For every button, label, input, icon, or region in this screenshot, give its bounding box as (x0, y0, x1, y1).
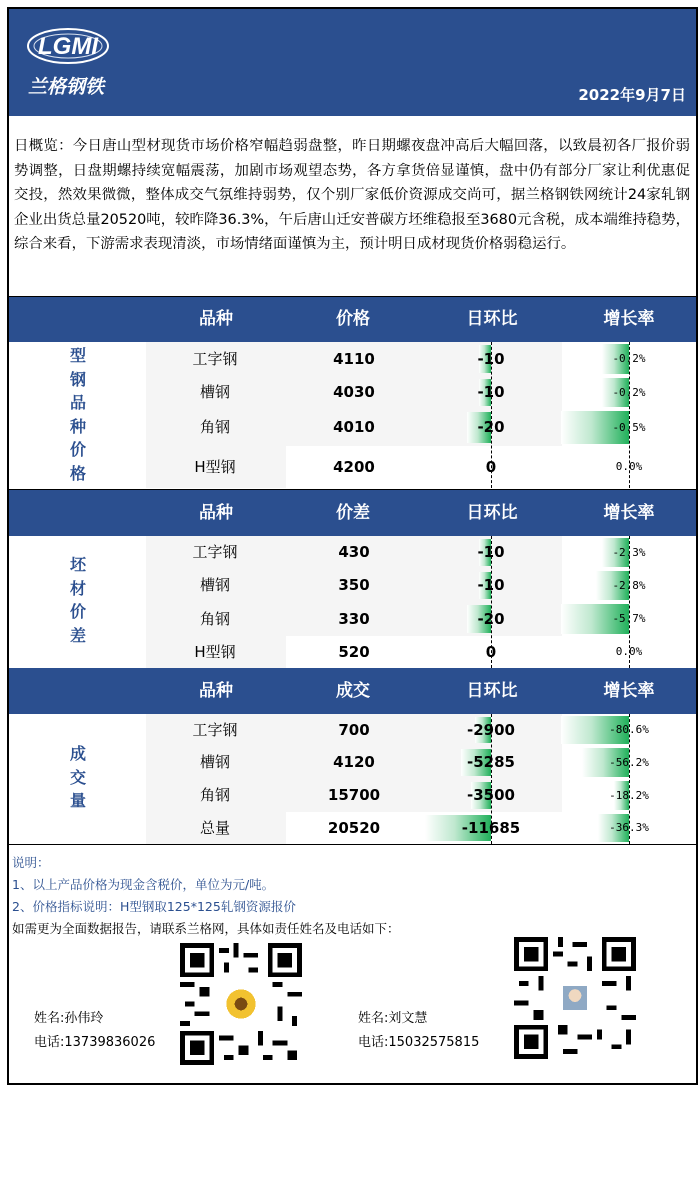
contact-2 (358, 1007, 479, 1055)
note-line-3: 如需更为全面数据报告，请联系兰格网，具体如责任姓名及电话如下： (12, 921, 400, 936)
value: 520 (338, 643, 370, 661)
header-day-change: 日环比 (466, 681, 518, 701)
section-label-prices: 型 钢 品 种 价 格 (69, 346, 86, 483)
report-date: 2022年9月7日 (578, 86, 686, 104)
contact-phone: 电话:15032575815 (358, 1035, 480, 1050)
variety-name: 工字钢 (192, 721, 238, 739)
header-variety: 品种 (199, 309, 233, 329)
header-day-change: 日环比 (466, 309, 518, 329)
table-row (9, 714, 696, 746)
daily-summary: 日概览：今日唐山型材现货市场价格窄幅趋弱盘整，昨日期螺夜盘冲高后大幅回落，以致晨初各厂报价弱势调整，日盘期螺持续宽幅震荡，加剧市场观望态势，各方拿货倍显谨慎，盘中仍有部分厂家让利优惠促交投，然效果微微，整体成交气氛维持弱势，仅个别厂家低价资源成交尚可，据兰格钢铁网统计24家轧钢企业出货总量20520吨，较昨降36.3%，午后唐山迁安普碳方坯维稳报至3680元含税，成本端维持稳势，综合来看，下游需求表现清淡，市场情绪面谨慎为主，预计明日成材现货价格弱稳运行。 (14, 138, 690, 252)
table-row (9, 342, 696, 376)
table-row (9, 569, 696, 602)
day-change: 0 (485, 458, 497, 476)
growth-rate: -2.8% (612, 579, 646, 592)
value: 20520 (327, 819, 381, 837)
note-line-2: 2、价格指标说明：H型钢取125*125轧钢资源报价 (12, 899, 296, 914)
day-change: -20 (477, 610, 505, 628)
header-growth-rate: 增长率 (603, 309, 655, 329)
value: 4200 (333, 458, 375, 476)
day-change: -10 (477, 543, 505, 561)
header-variety: 品种 (199, 681, 233, 701)
section-header-prices (9, 297, 696, 342)
variety-name: 总量 (199, 819, 231, 837)
header-growth-rate: 增长率 (603, 681, 655, 701)
day-change: -5285 (467, 753, 515, 771)
lgmi-logo (18, 18, 118, 108)
growth-rate: -18.2% (609, 789, 649, 802)
day-change: -10 (477, 350, 505, 368)
day-change: -2900 (467, 721, 515, 739)
value: 700 (338, 721, 370, 739)
growth-rate: -56.2% (609, 756, 649, 769)
contact-name: 姓名:孙伟玲 (34, 1011, 104, 1026)
contact-name: 姓名:刘文慧 (358, 1011, 428, 1026)
day-change: -11685 (461, 819, 521, 837)
variety-name: 槽钢 (199, 383, 231, 401)
header-variety: 品种 (199, 503, 233, 523)
header-spread: 价差 (336, 503, 370, 523)
variety-name: 角钢 (199, 418, 231, 436)
table-row (9, 812, 696, 844)
variety-name: 工字钢 (192, 350, 238, 368)
table-row (9, 446, 696, 488)
value: 4030 (333, 383, 375, 401)
header-volume: 成交 (336, 681, 370, 701)
day-change: 0 (485, 643, 497, 661)
svg-text:LGMI: LGMI (38, 33, 98, 60)
table-row (9, 636, 696, 668)
divider (9, 844, 696, 845)
growth-rate: -36.3% (609, 821, 649, 834)
growth-rate: -0.2% (612, 352, 646, 365)
value: 430 (338, 543, 370, 561)
table-row (9, 746, 696, 779)
variety-name: H型钢 (194, 643, 236, 661)
header-day-change: 日环比 (466, 503, 518, 523)
table-row (9, 409, 696, 446)
day-change: -20 (477, 418, 505, 436)
value: 4010 (333, 418, 375, 436)
growth-rate: -2.3% (612, 546, 646, 559)
variety-name: 角钢 (199, 610, 231, 628)
growth-rate: -5.7% (612, 612, 646, 625)
variety-name: 槽钢 (199, 753, 231, 771)
section-header-spread (9, 490, 696, 536)
header-price: 价格 (336, 309, 370, 329)
day-change: -10 (477, 576, 505, 594)
growth-rate: -0.2% (612, 386, 646, 399)
note-line-1: 1、以上产品价格为现金含税价，单位为元/吨。 (12, 877, 275, 892)
growth-rate: 0.0% (615, 460, 643, 473)
notes (12, 852, 400, 940)
contact-1 (34, 1007, 155, 1055)
qr-code-1[interactable] (180, 943, 302, 1065)
section-label-volume: 成 交 量 (69, 744, 86, 810)
header-growth-rate: 增长率 (603, 503, 655, 523)
svg-text:兰格钢铁: 兰格钢铁 (27, 76, 105, 98)
contact-phone: 电话:13739836026 (34, 1035, 156, 1050)
section-label-spread: 坯 材 价 差 (69, 555, 86, 645)
growth-rate: 0.0% (615, 645, 643, 658)
section-header-volume (9, 668, 696, 714)
table-row (9, 602, 696, 636)
variety-name: H型钢 (194, 458, 236, 476)
value: 4120 (333, 753, 375, 771)
day-change: -10 (477, 383, 505, 401)
table-row (9, 376, 696, 409)
value: 4110 (333, 350, 375, 368)
variety-name: 槽钢 (199, 576, 231, 594)
variety-name: 角钢 (199, 786, 231, 804)
table-row (9, 536, 696, 569)
growth-rate: -0.5% (612, 421, 646, 434)
qr-code-2[interactable] (514, 937, 636, 1059)
growth-rate: -80.6% (609, 723, 649, 736)
value: 350 (338, 576, 370, 594)
table-row (9, 779, 696, 812)
notes-title: 说明： (12, 855, 50, 870)
variety-name: 工字钢 (192, 543, 238, 561)
day-change: -3500 (467, 786, 515, 804)
value: 330 (338, 610, 370, 628)
value: 15700 (327, 786, 381, 804)
